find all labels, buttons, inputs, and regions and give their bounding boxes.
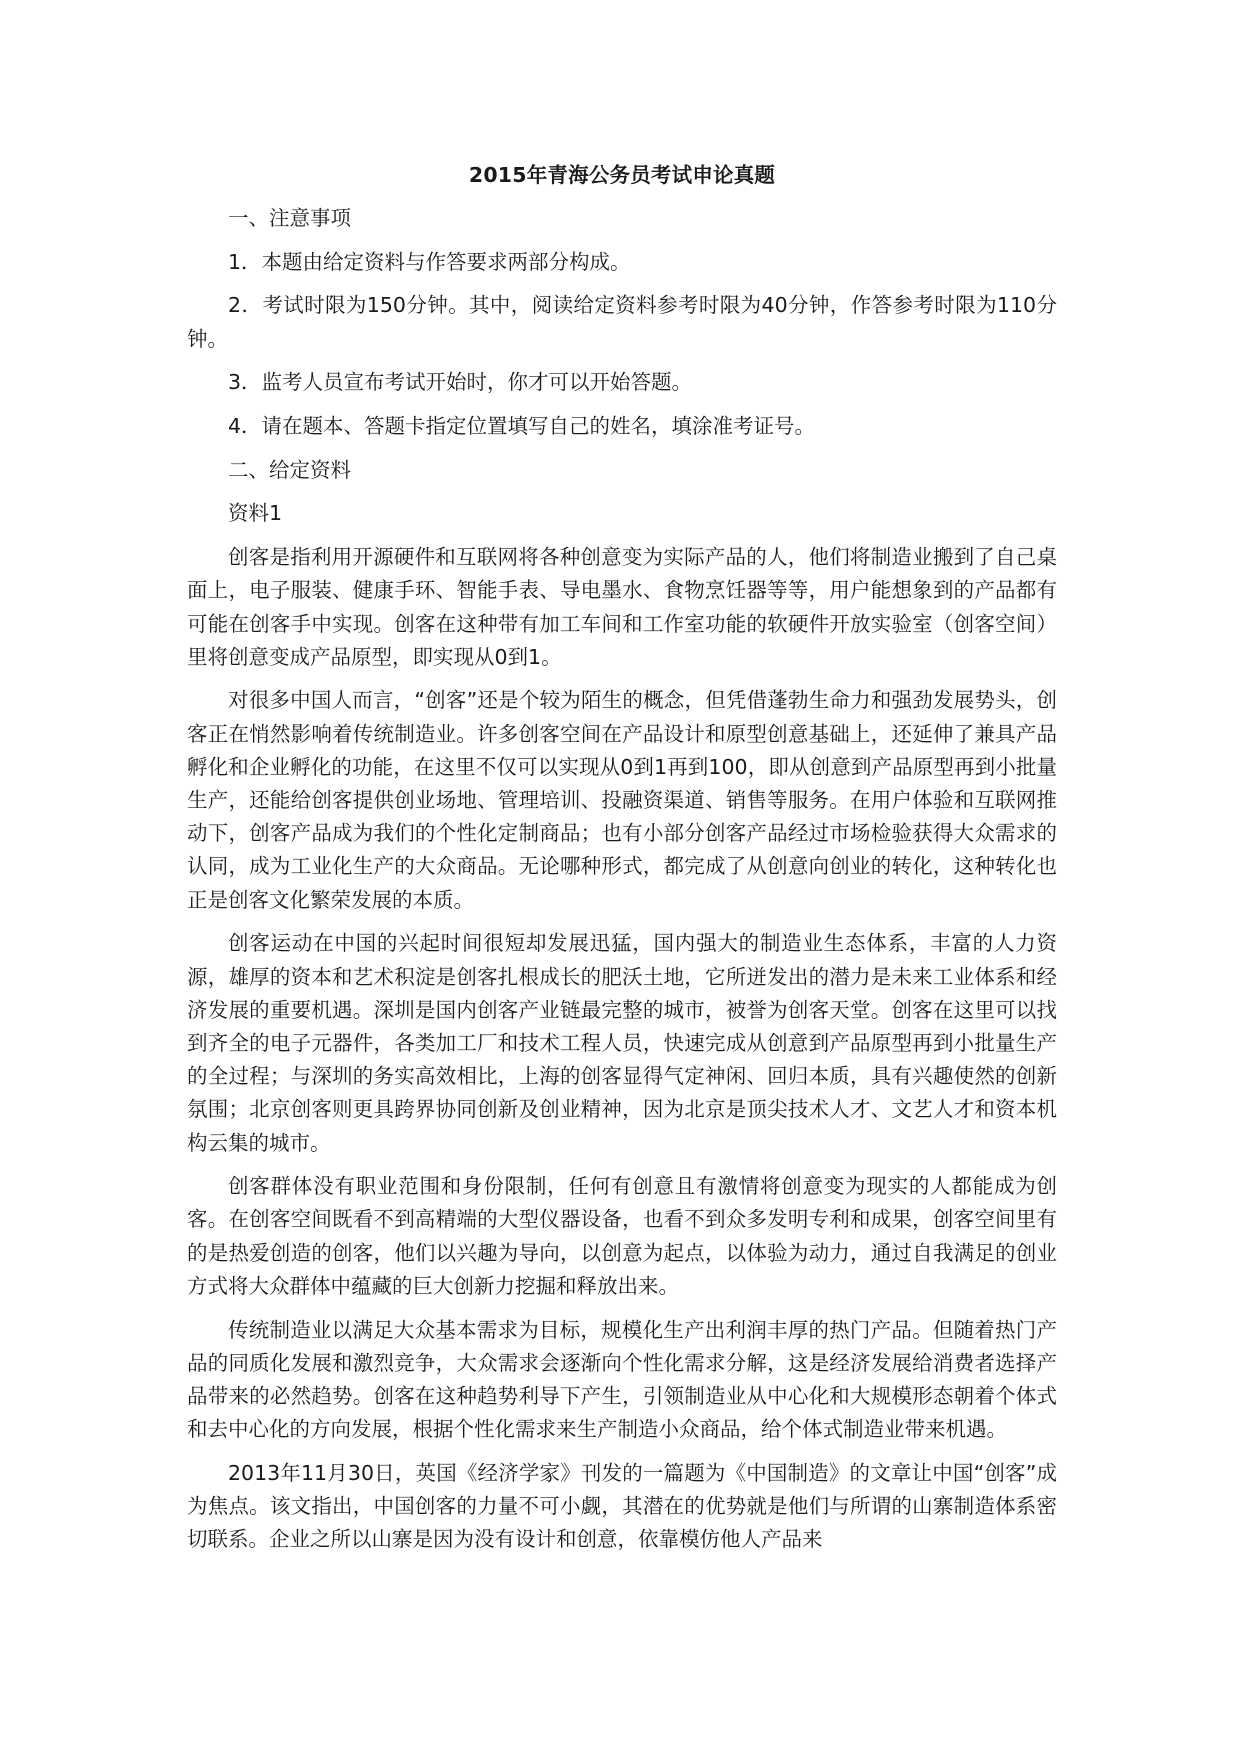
body-paragraph: 创客是指利用开源硬件和互联网将各种创意变为实际产品的人，他们将制造业搬到了自己桌面上，电子服装、健康手环、智能手表、导电墨水、食物烹饪器等等，用户能想象到的产品都有可能在创客手中实现。创客在这种带有加工车间和工作室功能的软硬件开放实验室（创客空间）里将创意变成产品原型，即实现从0到1。: [187, 545, 1057, 669]
body-paragraph: 创客运动在中国的兴起时间很短却发展迅猛，国内强大的制造业生态体系，丰富的人力资源，雄厚的资本和艺术积淀是创客扎根成长的肥沃土地，它所迸发出的潜力是未来工业体系和经济发展的重要机遇。深圳是国内创客产业链最完整的城市，被誉为创客天堂。创客在这里可以找到齐全的电子元器件，各类加工厂和技术工程人员，快速完成从创意到产品原型再到小批量生产的全过程；与深圳的务实高效相比，上海的创客显得气定神闲、回归本质，具有兴趣使然的创新氛围；北京创客则更具跨界协同创新及创业精神，因为北京是顶尖技术人才、文艺人才和资本机构云集的城市。: [187, 931, 1057, 1155]
note-item-4: 4．请在题本、答题卡指定位置填写自己的姓名，填涂准考证号。: [228, 414, 816, 439]
note-item-3: 3．监考人员宣布考试开始时，你才可以开始答题。: [228, 370, 693, 395]
note-item-2: 2．考试时限为150分钟。其中，阅读给定资料参考时限为40分钟，作答参考时限为110分钟。: [187, 293, 1057, 351]
body-paragraph: 创客群体没有职业范围和身份限制，任何有创意且有激情将创意变为现实的人都能成为创客。在创客空间既看不到高精端的大型仪器设备，也看不到众多发明专利和成果，创客空间里有的是热爱创造的创客，他们以兴趣为导向，以创意为起点，以体验为动力，通过自我满足的创业方式将大众群体中蕴藏的巨大创新力挖掘和释放出来。: [187, 1174, 1057, 1298]
body-paragraph: 传统制造业以满足大众基本需求为目标，规模化生产出利润丰厚的热门产品。但随着热门产品的同质化发展和激烈竞争，大众需求会逐渐向个性化需求分解，这是经济发展给消费者选择产品带来的必然趋势。创客在这种趋势利导下产生，引领制造业从中心化和大规模形态朝着个体式和去中心化的方向发展，根据个性化需求来生产制造小众商品，给个体式制造业带来机遇。: [187, 1317, 1057, 1442]
body-paragraph: 对很多中国人而言，“创客”还是个较为陌生的概念，但凭借蓬勃生命力和强劲发展势头，创客正在悄然影响着传统制造业。许多创客空间在产品设计和原型创意基础上，还延伸了兼具产品孵化和企业孵化的功能，在这里不仅可以实现从0到1再到100，即从创意到产品原型再到小批量生产，还能给创客提供创业场地、管理培训、投融资渠道、销售等服务。在用户体验和互联网推动下，创客产品成为我们的个性化定制商品；也有小部分创客产品经过市场检验获得大众需求的认同，成为工业化生产的大众商品。无论哪种形式，都完成了从创意向创业的转化，这种转化也正是创客文化繁荣发展的本质。: [187, 688, 1057, 912]
material-label: 资料1: [228, 501, 283, 526]
section-heading-notes: 一、注意事项: [228, 206, 351, 230]
document-page: [187, 160, 1057, 1567]
body-paragraph: 2013年11月30日，英国《经济学家》刊发的一篇题为《中国制造》的文章让中国“创客”成为焦点。该文指出，中国创客的力量不可小觑，其潜在的优势就是他们与所谓的山寨制造体系密切联系。企业之所以山寨是因为没有设计和创意，依靠模仿他人产品来: [187, 1460, 1057, 1552]
document-title: 2015年青海公务员考试申论真题: [468, 163, 776, 187]
note-item-1: 1．本题由给定资料与作答要求两部分构成。: [228, 249, 631, 274]
section-heading-materials: 二、给定资料: [228, 457, 351, 482]
